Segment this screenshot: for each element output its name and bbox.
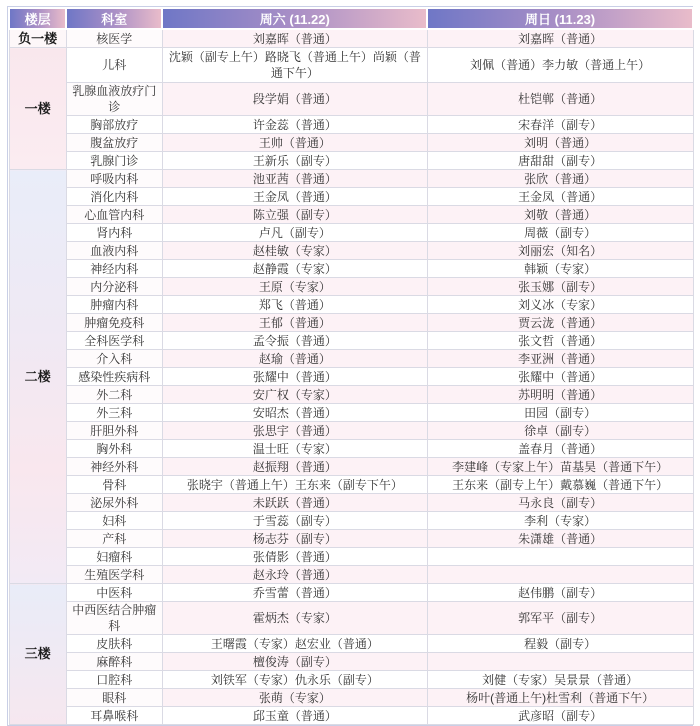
table-row	[9, 548, 693, 566]
department-cell: 血液内科	[66, 242, 162, 260]
saturday-cell: 沈颖（副专上午）路晓飞（普通上午）尚颖（普通下午）	[162, 48, 427, 83]
department-cell: 肿瘤免疫科	[66, 314, 162, 332]
saturday-cell: 张晓宇（普通上午）王东来（副专下午）	[162, 476, 427, 494]
department-cell: 胸外科	[66, 440, 162, 458]
sunday-cell: 张玉娜（副专）	[427, 278, 693, 296]
saturday-cell: 赵静霞（专家）	[162, 260, 427, 278]
sunday-cell: 苏明明（普通）	[427, 386, 693, 404]
table-row	[9, 440, 693, 458]
department-cell: 感染性疾病科	[66, 368, 162, 386]
sunday-cell: 杜铠郸（普通）	[427, 83, 693, 116]
table-row	[9, 566, 693, 584]
sunday-cell: 刘义冰（专家）	[427, 296, 693, 314]
sunday-cell: 郭军平（副专）	[427, 602, 693, 635]
table-row	[9, 476, 693, 494]
department-cell: 肿瘤内科	[66, 296, 162, 314]
saturday-cell: 于雪蕊（副专）	[162, 512, 427, 530]
saturday-cell: 赵永玲（普通）	[162, 566, 427, 584]
department-cell: 乳腺门诊	[66, 152, 162, 170]
saturday-cell: 孟令振（普通）	[162, 332, 427, 350]
saturday-cell: 张倩影（普通）	[162, 548, 427, 566]
sunday-cell: 张文哲（普通）	[427, 332, 693, 350]
saturday-cell: 安广权（专家）	[162, 386, 427, 404]
table-row	[9, 278, 693, 296]
department-cell: 中西医结合肿瘤科	[66, 602, 162, 635]
table-row	[9, 152, 693, 170]
department-cell: 肾内科	[66, 224, 162, 242]
sunday-cell: 贾云泷（普通）	[427, 314, 693, 332]
sunday-cell: 杨叶(普通上午)杜雪利（普通下午）	[427, 689, 693, 707]
sunday-column-header: 周日 (11.23)	[427, 8, 693, 29]
sunday-cell	[427, 653, 693, 671]
department-cell: 生殖医学科	[66, 566, 162, 584]
table-row	[9, 260, 693, 278]
table-row	[9, 224, 693, 242]
department-cell: 妇科	[66, 512, 162, 530]
saturday-cell: 刘铁军（专家）仇永乐（副专）	[162, 671, 427, 689]
table-row	[9, 314, 693, 332]
department-cell: 骨科	[66, 476, 162, 494]
table-row	[9, 707, 693, 725]
table-row	[9, 83, 693, 116]
table-row	[9, 635, 693, 653]
department-cell: 外二科	[66, 386, 162, 404]
saturday-cell: 王郁（普通）	[162, 314, 427, 332]
table-row	[9, 170, 693, 188]
sunday-cell: 刘敬（普通）	[427, 206, 693, 224]
saturday-cell: 檀俊涛（副专）	[162, 653, 427, 671]
saturday-cell: 郑飞（普通）	[162, 296, 427, 314]
saturday-cell: 王原（专家）	[162, 278, 427, 296]
department-cell: 腹盆放疗	[66, 134, 162, 152]
saturday-cell: 王曙霞（专家）赵宏业（普通）	[162, 635, 427, 653]
saturday-cell: 池亚茜（普通）	[162, 170, 427, 188]
floor-cell: 负一楼	[9, 29, 66, 48]
department-cell: 麻醉科	[66, 653, 162, 671]
department-cell: 妇瘤科	[66, 548, 162, 566]
department-cell: 介入科	[66, 350, 162, 368]
sunday-cell: 赵伟鹏（副专）	[427, 584, 693, 602]
saturday-cell: 赵振翔（普通）	[162, 458, 427, 476]
sunday-cell: 朱潇雄（普通）	[427, 530, 693, 548]
sunday-cell: 宋春洋（副专）	[427, 116, 693, 134]
table-row	[9, 242, 693, 260]
sunday-cell: 张欣（普通）	[427, 170, 693, 188]
saturday-cell: 段学娟（普通）	[162, 83, 427, 116]
saturday-cell: 张萌（专家）	[162, 689, 427, 707]
table-row	[9, 350, 693, 368]
table-row	[9, 512, 693, 530]
sunday-cell: 徐卓（副专）	[427, 422, 693, 440]
department-cell: 眼科	[66, 689, 162, 707]
department-cell: 皮肤科	[66, 635, 162, 653]
table-row	[9, 332, 693, 350]
department-cell: 胸部放疗	[66, 116, 162, 134]
saturday-cell: 刘嘉晖（普通）	[162, 29, 427, 48]
saturday-cell: 张思宇（普通）	[162, 422, 427, 440]
saturday-cell: 未跃跃（普通）	[162, 494, 427, 512]
table-row	[9, 458, 693, 476]
department-cell: 神经外科	[66, 458, 162, 476]
sunday-cell	[427, 548, 693, 566]
floor-column-header: 楼层	[9, 8, 66, 29]
sunday-cell: 王东来（副专上午）戴慕巍（普通下午）	[427, 476, 693, 494]
saturday-cell: 许金蕊（普通）	[162, 116, 427, 134]
department-cell: 儿科	[66, 48, 162, 83]
saturday-cell: 赵桂敏（专家）	[162, 242, 427, 260]
sunday-cell: 李亚洲（普通）	[427, 350, 693, 368]
sunday-cell: 程毅（副专）	[427, 635, 693, 653]
table-row	[9, 134, 693, 152]
saturday-cell: 安昭杰（普通）	[162, 404, 427, 422]
schedule-table-body	[9, 29, 693, 725]
department-cell: 神经内科	[66, 260, 162, 278]
saturday-cell: 卢凡（副专）	[162, 224, 427, 242]
sunday-cell: 张耀中（普通）	[427, 368, 693, 386]
floor-cell: 一楼	[9, 48, 66, 170]
sunday-cell: 周薇（副专）	[427, 224, 693, 242]
table-row	[9, 671, 693, 689]
department-cell: 内分泌科	[66, 278, 162, 296]
saturday-cell: 杨志芬（副专）	[162, 530, 427, 548]
table-row	[9, 602, 693, 635]
saturday-cell: 王帅（普通）	[162, 134, 427, 152]
department-cell: 泌尿外科	[66, 494, 162, 512]
table-row	[9, 188, 693, 206]
sunday-cell: 田园（副专）	[427, 404, 693, 422]
department-cell: 口腔科	[66, 671, 162, 689]
department-cell: 乳腺血液放疗门诊	[66, 83, 162, 116]
department-cell: 肝胆外科	[66, 422, 162, 440]
saturday-cell: 王金凤（普通）	[162, 188, 427, 206]
department-cell: 外三科	[66, 404, 162, 422]
table-row	[9, 206, 693, 224]
department-column-header: 科室	[66, 8, 162, 29]
table-row	[9, 584, 693, 602]
schedule-table	[8, 7, 694, 725]
saturday-cell: 王新乐（副专）	[162, 152, 427, 170]
sunday-cell: 刘丽宏（知名）	[427, 242, 693, 260]
department-cell: 耳鼻喉科	[66, 707, 162, 725]
sunday-cell: 武彦昭（副专）	[427, 707, 693, 725]
table-row	[9, 530, 693, 548]
sunday-cell: 刘佩（普通）李力敏（普通上午）	[427, 48, 693, 83]
table-header-row	[9, 8, 693, 29]
department-cell: 消化内科	[66, 188, 162, 206]
saturday-cell: 乔雪蕾（普通）	[162, 584, 427, 602]
saturday-column-header: 周六 (11.22)	[162, 8, 427, 29]
table-row	[9, 653, 693, 671]
saturday-cell: 张耀中（普通）	[162, 368, 427, 386]
schedule-card	[7, 6, 693, 726]
table-row	[9, 404, 693, 422]
saturday-cell: 霍炳杰（专家）	[162, 602, 427, 635]
floor-cell: 三楼	[9, 584, 66, 725]
sunday-cell: 王金凤（普通）	[427, 188, 693, 206]
department-cell: 全科医学科	[66, 332, 162, 350]
department-cell: 呼吸内科	[66, 170, 162, 188]
sunday-cell	[427, 566, 693, 584]
table-row	[9, 386, 693, 404]
sunday-cell: 唐甜甜（副专）	[427, 152, 693, 170]
saturday-cell: 邱玉童（普通）	[162, 707, 427, 725]
table-row	[9, 48, 693, 83]
sunday-cell: 韩颖（专家）	[427, 260, 693, 278]
department-cell: 产科	[66, 530, 162, 548]
floor-cell: 二楼	[9, 170, 66, 584]
saturday-cell: 陈立强（副专）	[162, 206, 427, 224]
sunday-cell: 李建峰（专家上午）苗基昊（普通下午）	[427, 458, 693, 476]
sunday-cell: 马永良（副专）	[427, 494, 693, 512]
table-row	[9, 29, 693, 48]
department-cell: 中医科	[66, 584, 162, 602]
table-row	[9, 422, 693, 440]
department-cell: 核医学	[66, 29, 162, 48]
sunday-cell: 刘嘉晖（普通）	[427, 29, 693, 48]
department-cell: 心血管内科	[66, 206, 162, 224]
sunday-cell: 刘健（专家）吴景景（普通）	[427, 671, 693, 689]
saturday-cell: 赵瑜（普通）	[162, 350, 427, 368]
table-row	[9, 368, 693, 386]
table-row	[9, 116, 693, 134]
table-row	[9, 296, 693, 314]
sunday-cell: 刘明（普通）	[427, 134, 693, 152]
sunday-cell: 盖春月（普通）	[427, 440, 693, 458]
saturday-cell: 温士旺（专家）	[162, 440, 427, 458]
sunday-cell: 李利（专家）	[427, 512, 693, 530]
table-row	[9, 494, 693, 512]
